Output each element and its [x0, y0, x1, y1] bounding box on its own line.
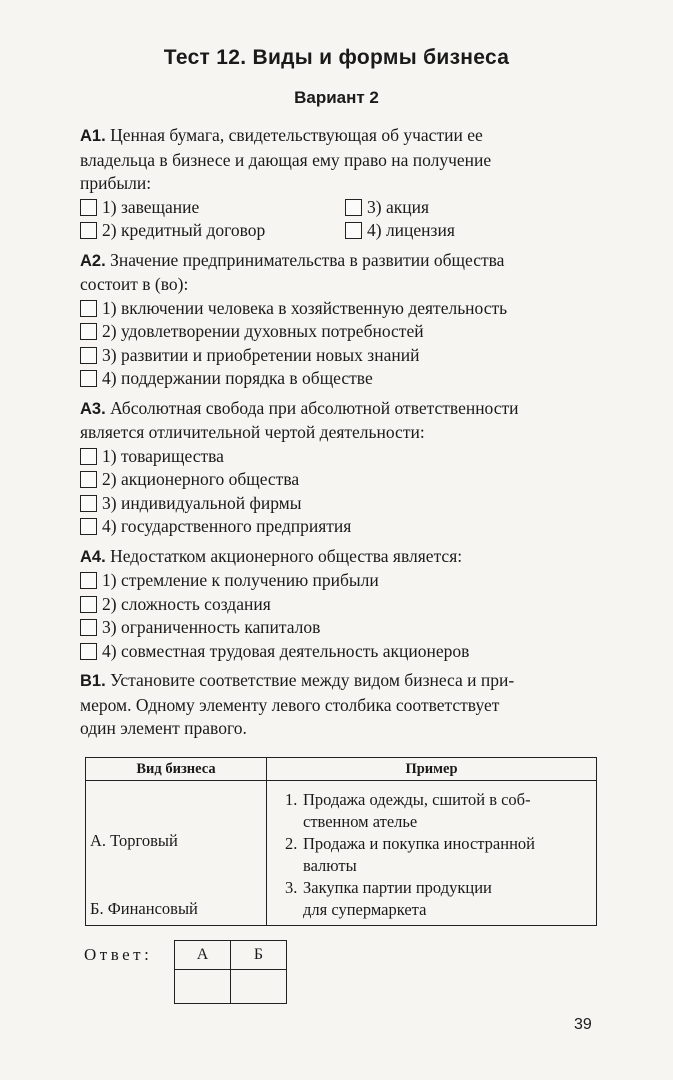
answer-option[interactable]: 2) сложность создания	[80, 593, 610, 617]
question-text: Значение предпринимательства в развитии общества	[110, 249, 505, 270]
answer-option[interactable]: 4) государственного предприятия	[80, 515, 610, 539]
question-text: Установите соответствие между видом бизнеса и при-	[110, 670, 515, 690]
checkbox[interactable]	[80, 471, 97, 488]
business-type-a: А. Торговый	[90, 831, 178, 850]
question-a2	[80, 249, 610, 391]
question-text: владельца в бизнесе и дающая ему право на получение	[80, 149, 492, 170]
question-a4	[80, 545, 610, 664]
question-b1	[80, 669, 610, 741]
answer-option[interactable]: 1) товарищества	[80, 445, 610, 469]
example-item: 2. Продажа и покупка иностранной валюты	[285, 834, 535, 875]
checkbox[interactable]	[80, 222, 97, 239]
test-title: Тест 12. Виды и формы бизнеса	[163, 46, 510, 69]
answer-option[interactable]: 3) индивидуальной фирмы	[80, 492, 610, 516]
question-text: Ценная бумага, свидетельствующая об участии ее	[110, 125, 483, 145]
question-text: один элемент правого.	[80, 718, 247, 738]
checkbox[interactable]	[80, 448, 97, 465]
checkbox[interactable]	[80, 518, 97, 535]
question-a3	[80, 397, 610, 539]
answer-option[interactable]: 2) удовлетворении духовных потребностей	[80, 320, 610, 344]
business-type-b: Б. Финансовый	[90, 899, 198, 918]
question-text: Недостатком акционерного общества является:	[110, 545, 463, 566]
answer-option[interactable]: 1) стремление к получению прибыли	[80, 569, 610, 593]
answer-option[interactable]: 1) завещание	[80, 196, 345, 220]
page-number: 39	[574, 1016, 592, 1033]
example-item: 1. Продажа одежды, сшитой в соб- ственном ателье	[285, 790, 531, 831]
answer-label: Ответ:	[84, 945, 153, 964]
checkbox[interactable]	[80, 347, 97, 364]
answer-option[interactable]: 4) поддержании порядка в обществе	[80, 367, 610, 391]
answer-cell-b[interactable]	[231, 970, 287, 1004]
checkbox[interactable]	[80, 596, 97, 613]
checkbox[interactable]	[345, 222, 362, 239]
checkbox[interactable]	[80, 572, 97, 589]
answer-option[interactable]: 1) включении человека в хозяйственную деятельность	[80, 297, 610, 321]
question-text: прибыли:	[80, 173, 152, 193]
answer-option[interactable]: 2) кредитный договор	[80, 219, 345, 243]
question-text: состоит в (во):	[80, 274, 189, 294]
answer-col-a-header: А	[175, 941, 231, 970]
question-text: мером. Одному элементу левого столбика соответствует	[80, 694, 500, 715]
answer-cell-a[interactable]	[175, 970, 231, 1004]
checkbox[interactable]	[80, 643, 97, 660]
checkbox[interactable]	[80, 300, 97, 317]
answer-option[interactable]: 3) акция	[345, 196, 610, 220]
checkbox[interactable]	[80, 323, 97, 340]
examples-cell	[267, 781, 597, 926]
checkbox[interactable]	[80, 619, 97, 636]
question-text: является отличительной чертой деятельности:	[80, 422, 425, 442]
answer-option[interactable]: 3) развитии и приобретении новых знаний	[80, 344, 610, 368]
question-number: А2.	[80, 251, 106, 270]
checkbox[interactable]	[345, 199, 362, 216]
checkbox[interactable]	[80, 199, 97, 216]
answer-option[interactable]: 2) акционерного общества	[80, 468, 610, 492]
question-number: А4.	[80, 547, 106, 566]
matching-table	[85, 757, 597, 926]
table-header-business-type: Вид бизнеса	[86, 758, 267, 781]
example-item: 3. Закупка партии продукции для супермаркета	[285, 878, 492, 919]
variant-title: Вариант 2	[294, 88, 379, 107]
answer-option[interactable]: 4) совместная трудовая деятельность акционеров	[80, 640, 610, 664]
answer-col-b-header: Б	[231, 941, 287, 970]
answer-option[interactable]: 4) лицензия	[345, 219, 610, 243]
answer-option[interactable]: 3) ограниченность капиталов	[80, 616, 610, 640]
table-header-example: Пример	[267, 758, 597, 781]
question-text: Абсолютная свобода при абсолютной ответственности	[110, 397, 519, 418]
question-number: А3.	[80, 399, 106, 418]
checkbox[interactable]	[80, 495, 97, 512]
question-number: А1.	[80, 127, 106, 145]
question-number: В1.	[80, 672, 106, 690]
answer-grid	[174, 940, 287, 1004]
questions	[80, 124, 610, 741]
question-a1	[80, 124, 610, 243]
checkbox[interactable]	[80, 370, 97, 387]
business-types-cell	[86, 781, 267, 926]
